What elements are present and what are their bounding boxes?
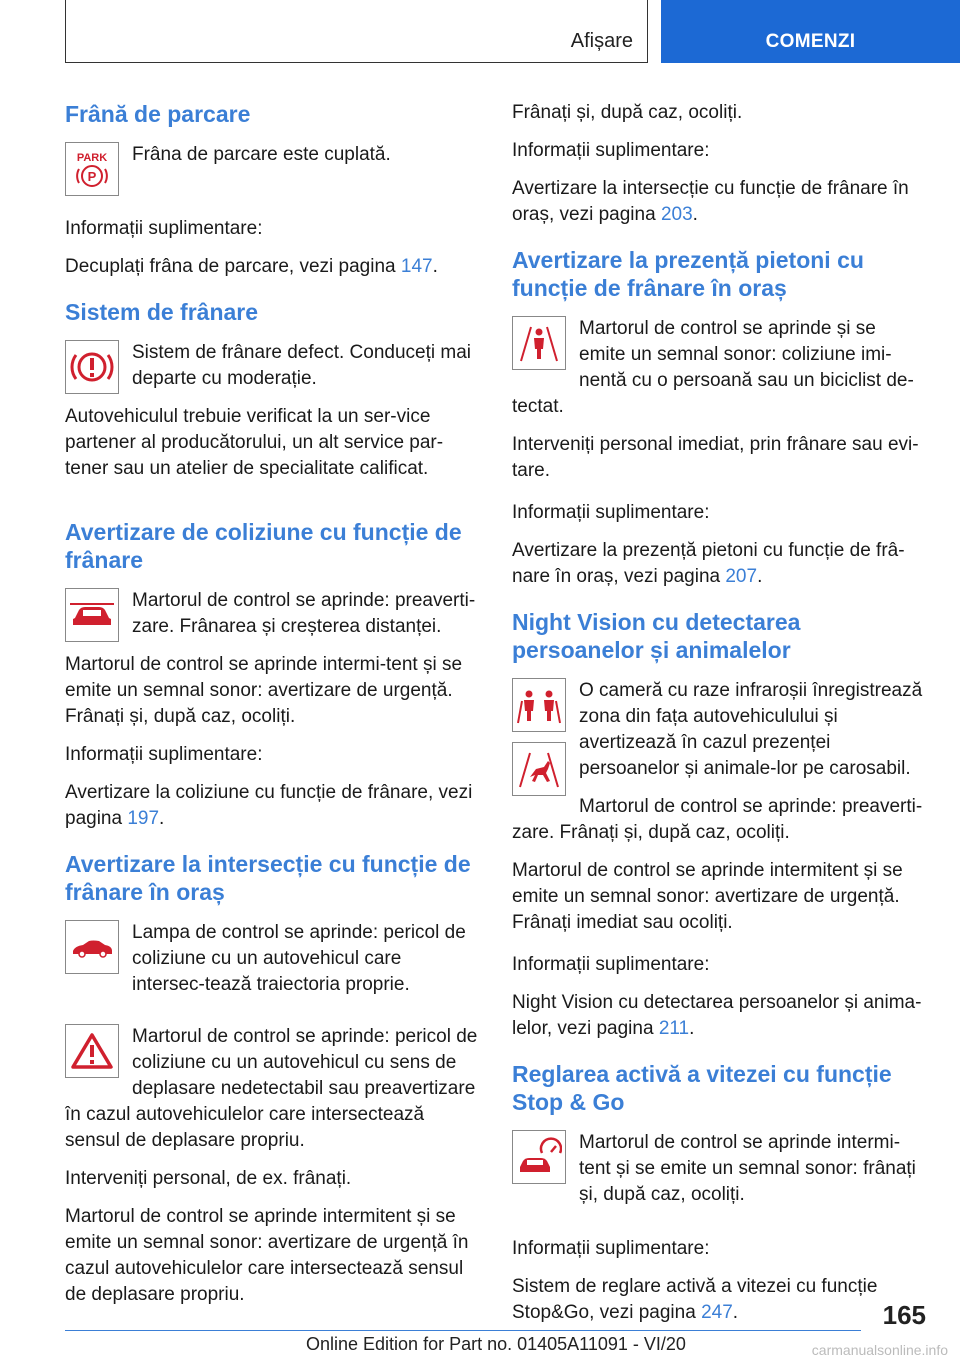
section-title: Night Vision cu detectarea persoanelor și animalelor bbox=[512, 609, 801, 663]
page-number: 165 bbox=[882, 1300, 926, 1330]
svg-text:PARK: PARK bbox=[76, 152, 108, 164]
car-side-icon bbox=[65, 920, 119, 974]
page-link[interactable]: 147 bbox=[400, 256, 433, 277]
section-title: Avertizare de coliziune cu funcție de frânare bbox=[65, 519, 462, 573]
page-link[interactable]: 203 bbox=[660, 204, 693, 225]
right-column bbox=[512, 100, 926, 1344]
section-title: Avertizare la intersecție cu funcție de frânare în oraș bbox=[65, 851, 471, 905]
page-link[interactable]: 207 bbox=[725, 566, 758, 587]
cruise-control-icon bbox=[512, 1130, 566, 1184]
header-tab-display[interactable]: Afișare bbox=[65, 0, 648, 63]
parking-brake-icon bbox=[65, 142, 119, 196]
section-collision-warning: Avertizare de coliziune cu funcție de frânare Martorul de control se aprinde: preaverti-zare. Frânarea și creșterea distanței. Martorul de control se aprinde intermi-tent și se emite un semnal sonor: avertizare de urgență. Frânați și, după caz, ocoliți. Informații suplimentare: Avertizare la coliziune cu funcție de frânare, vezi pagina 197. bbox=[65, 518, 479, 832]
page-link[interactable]: 247 bbox=[701, 1302, 733, 1323]
section-night-vision: Night Vision cu detectarea persoanelor și animalelor O cameră cu raze infraroșii înregistrează zona din fața autovehiculului și avertizează în cazul prezenței persoanelor și animale-lor pe carosabil. Martorul de control se aprinde: preaverti-zare. Frânați și, după caz, ocoliți. Martorul de control se aprinde intermitent și se emite un semnal sonor: avertizare de urgență. Frânați imediat sau ocoliți. Informații suplimentare: Night Vision cu detectarea persoanelor și anima-lelor, vezi pagina 211. bbox=[512, 608, 926, 1042]
section-intersection-warning: Avertizare la intersecție cu funcție de frânare în oraș Lampa de control se aprinde: pericol de coliziune cu un autovehicul care intersec-tează traiectoria proprie. Martorul de control se aprinde: pericol de coliziune cu un autovehicul cu sens de deplasare nedetectabil sau preavertizare în cazul autovehiculelor care intersectează sensul de deplasare propriu. Interveniți personal, de ex. frânați. Martorul de control se aprinde intermitent și se emite un semnal sonor: avertizare de urgență în cazul autovehiculelor care intersectează sensul de deplasare propriu. bbox=[65, 851, 478, 1305]
section-brake-system: Sistem de frânare Sistem de frânare defect. Conduceți mai departe cu moderație. Autovehiculul trebuie verificat la un ser-vice partener al producătorului, un alt service par-tener sau un atelier de specialitate calificat. bbox=[65, 298, 479, 494]
section-pedestrian-warning: Avertizare la prezență pietoni cu funcție de frânare în oraș Martorul de control se aprinde și se emite un semnal sonor: coliziune imi-nentă cu o persoană sau un biciclist de-tectat. Interveniți personal imediat, prin frânare sau evi-tare. Informații suplimentare: Avertizare la prezență pietoni cu funcție de frâ-nare în oraș, vezi pagina 207. bbox=[512, 246, 926, 590]
page-link[interactable]: 197 bbox=[127, 808, 160, 829]
section-title: Frână de parcare bbox=[65, 101, 251, 127]
svg-text:P: P bbox=[87, 169, 97, 184]
section-title: Reglarea activă a vitezei cu funcție Stop & Go bbox=[512, 1061, 892, 1115]
header-tab-controls[interactable]: COMENZI bbox=[661, 0, 960, 63]
persons-icon bbox=[512, 678, 566, 732]
section-parking-brake: Frână de parcare PARK P Frâna de parcare este cuplată. Informații suplimentare: Decuplați frâna de parcare, vezi pagina 147. bbox=[65, 100, 479, 280]
footer-divider bbox=[65, 1330, 861, 1331]
page-link[interactable]: 211 bbox=[658, 1018, 690, 1039]
watermark: carmanualsonline.info bbox=[811, 1342, 948, 1358]
section-active-cruise: Reglarea activă a vitezei cu funcție Stop & Go Martorul de control se aprinde intermi-tent și se emite un semnal sonor: frânați și, după caz, ocoliți. Informații suplimentare: Sistem de reglare activă a vitezei cu funcție Stop&Go, vezi pagina 247. bbox=[512, 1060, 926, 1326]
car-collision-icon bbox=[65, 588, 119, 642]
brake-warning-icon bbox=[65, 340, 119, 394]
section-intersection-continued: Frânați și, după caz, ocoliți. Informații suplimentare: Avertizare la intersecție cu funcție de frânare în oraș, vezi pagina 203. bbox=[512, 102, 909, 225]
footer-edition: Online Edition for Part no. 01405A11091 - VI/20 bbox=[306, 1334, 686, 1354]
section-title: Avertizare la prezență pietoni cu funcție de frânare în oraș bbox=[512, 247, 864, 301]
left-column bbox=[65, 100, 479, 1326]
section-title: Sistem de frânare bbox=[65, 299, 259, 325]
pedestrian-icon bbox=[512, 316, 566, 370]
warning-triangle-icon bbox=[65, 1024, 119, 1078]
animal-icon bbox=[512, 742, 566, 796]
